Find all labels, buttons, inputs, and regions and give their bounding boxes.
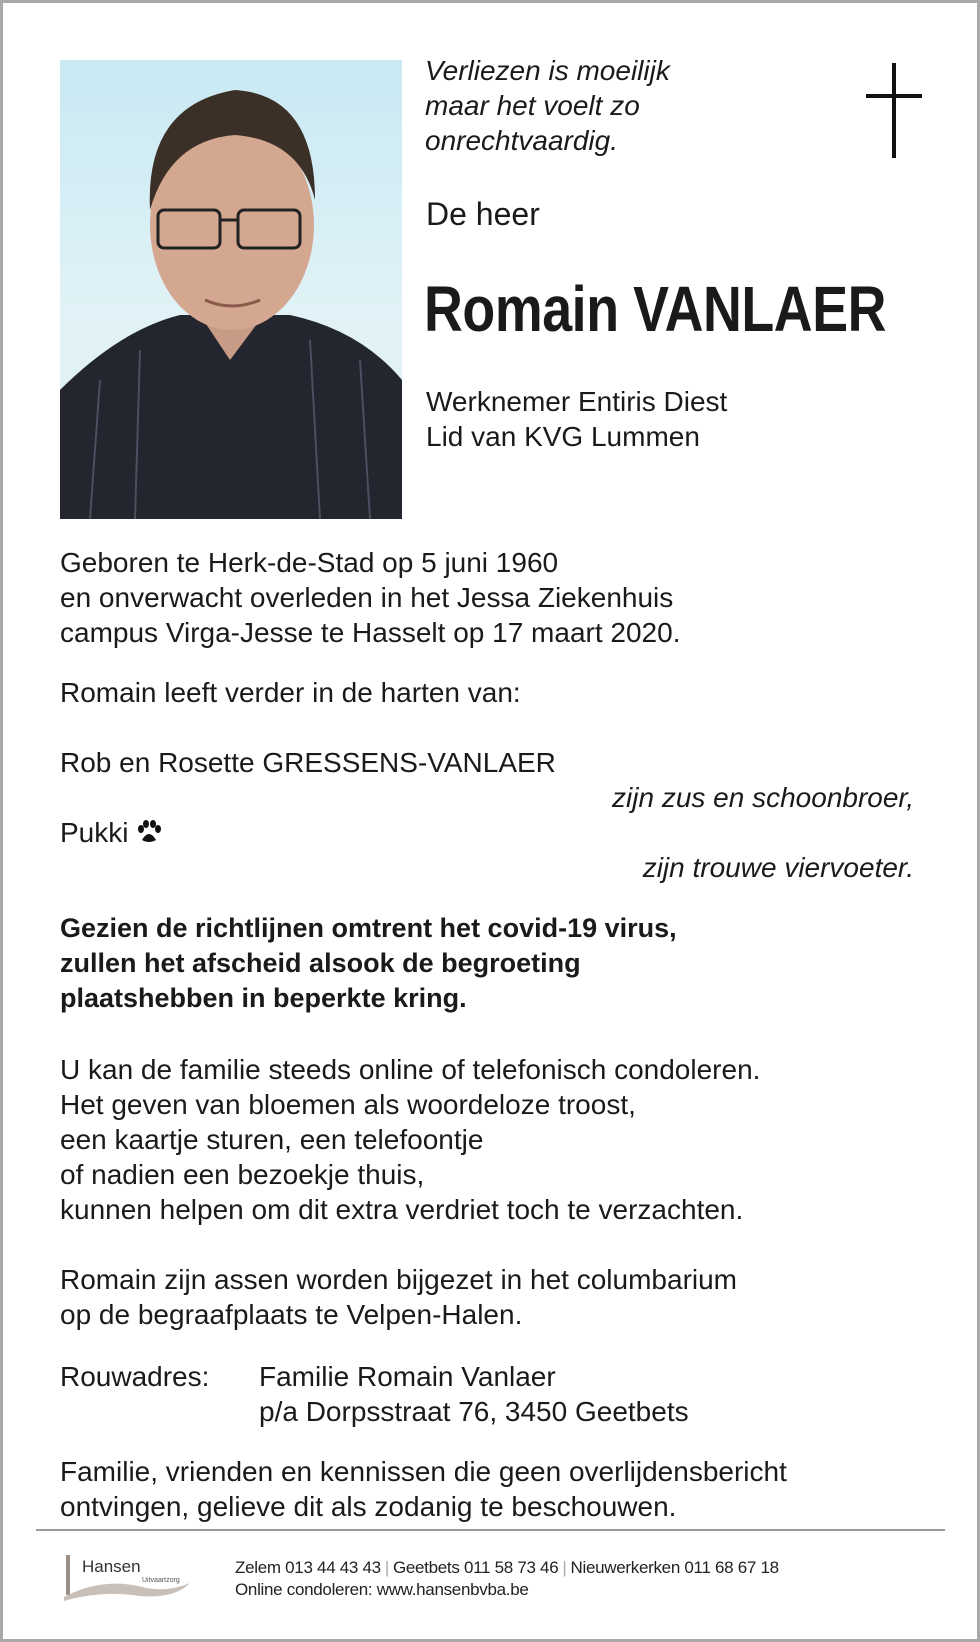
text-line: ontvingen, gelieve dit als zodanig te beschouwen. <box>60 1491 677 1522</box>
survivor-relation: zijn trouwe viervoeter. <box>642 852 914 883</box>
affiliations <box>426 384 727 454</box>
survivor-relation: zijn zus en schoonbroer, <box>612 782 914 813</box>
survivors-intro: Romain leeft verder in de harten van: <box>60 677 521 708</box>
text-line: Gezien de richtlijnen omtrent het covid-19 virus, <box>60 913 677 943</box>
deceased-name: Romain VANLAER <box>424 273 887 345</box>
address <box>259 1359 689 1429</box>
salutation: De heer <box>426 196 540 232</box>
online-condolence-link[interactable]: Online condoleren: www.hansenbvba.be <box>235 1580 529 1599</box>
footer-contact <box>235 1557 779 1601</box>
verse-line: onrechtvaardig. <box>425 125 619 156</box>
text-line: Het geven van bloemen als woordeloze troost, <box>60 1089 636 1120</box>
phone-zelem: Zelem 013 44 43 43 <box>235 1558 381 1577</box>
portrait-photo <box>60 60 402 519</box>
closing <box>60 1454 787 1524</box>
separator: | <box>562 1558 567 1577</box>
logo-subtitle: Uitvaartzorg <box>142 1577 180 1584</box>
text-line: of nadien een bezoekje thuis, <box>60 1159 425 1190</box>
columbarium <box>60 1262 737 1332</box>
text-line: Familie, vrienden en kennissen die geen overlijdensbericht <box>60 1456 787 1487</box>
footer-phones <box>235 1557 779 1579</box>
verse-line: maar het voelt zo <box>425 90 640 121</box>
paw-icon <box>136 820 162 844</box>
address-line: p/a Dorpsstraat 76, 3450 Geetbets <box>259 1396 689 1427</box>
text-line: zullen het afscheid alsook de begroeting <box>60 948 581 978</box>
address-label: Rouwadres: <box>60 1361 210 1392</box>
separator: | <box>384 1558 389 1577</box>
hansen-logo <box>62 1553 192 1601</box>
text-line: op de begraafplaats te Velpen-Halen. <box>60 1299 523 1330</box>
text-line: plaatshebben in beperkte kring. <box>60 983 467 1013</box>
affiliation: Lid van KVG Lummen <box>426 421 700 452</box>
text-line: een kaartje sturen, een telefoontje <box>60 1124 484 1155</box>
text-line: en onverwacht overleden in het Jessa Ziekenhuis <box>60 582 674 613</box>
text-line: kunnen helpen om dit extra verdriet toch te verzachten. <box>60 1194 744 1225</box>
logo-name: Hansen <box>82 1557 141 1576</box>
survivor-pet <box>60 815 162 850</box>
text-line: Geboren te Herk-de-Stad op 5 juni 1960 <box>60 547 559 578</box>
divider <box>36 1529 945 1531</box>
verse-line: Verliezen is moeilijk <box>425 55 670 86</box>
condolence-text <box>60 1052 760 1227</box>
survivor-name: Pukki <box>60 817 129 848</box>
text-line: campus Virga-Jesse te Hasselt op 17 maart 2020. <box>60 617 681 648</box>
affiliation: Werknemer Entiris Diest <box>426 386 728 417</box>
text-line: U kan de familie steeds online of telefonisch condoleren. <box>60 1054 761 1085</box>
covid-notice <box>60 911 677 1016</box>
address-line: Familie Romain Vanlaer <box>259 1361 556 1392</box>
verse <box>425 53 670 158</box>
text-line: Romain zijn assen worden bijgezet in het columbarium <box>60 1264 738 1295</box>
survivor-name: Rob en Rosette GRESSENS-VANLAER <box>60 747 556 778</box>
phone-geetbets: Geetbets 011 58 73 46 <box>392 1558 559 1577</box>
phone-nieuwerkerken: Nieuwerkerken 011 68 67 18 <box>570 1558 779 1577</box>
birth-death <box>60 545 680 650</box>
